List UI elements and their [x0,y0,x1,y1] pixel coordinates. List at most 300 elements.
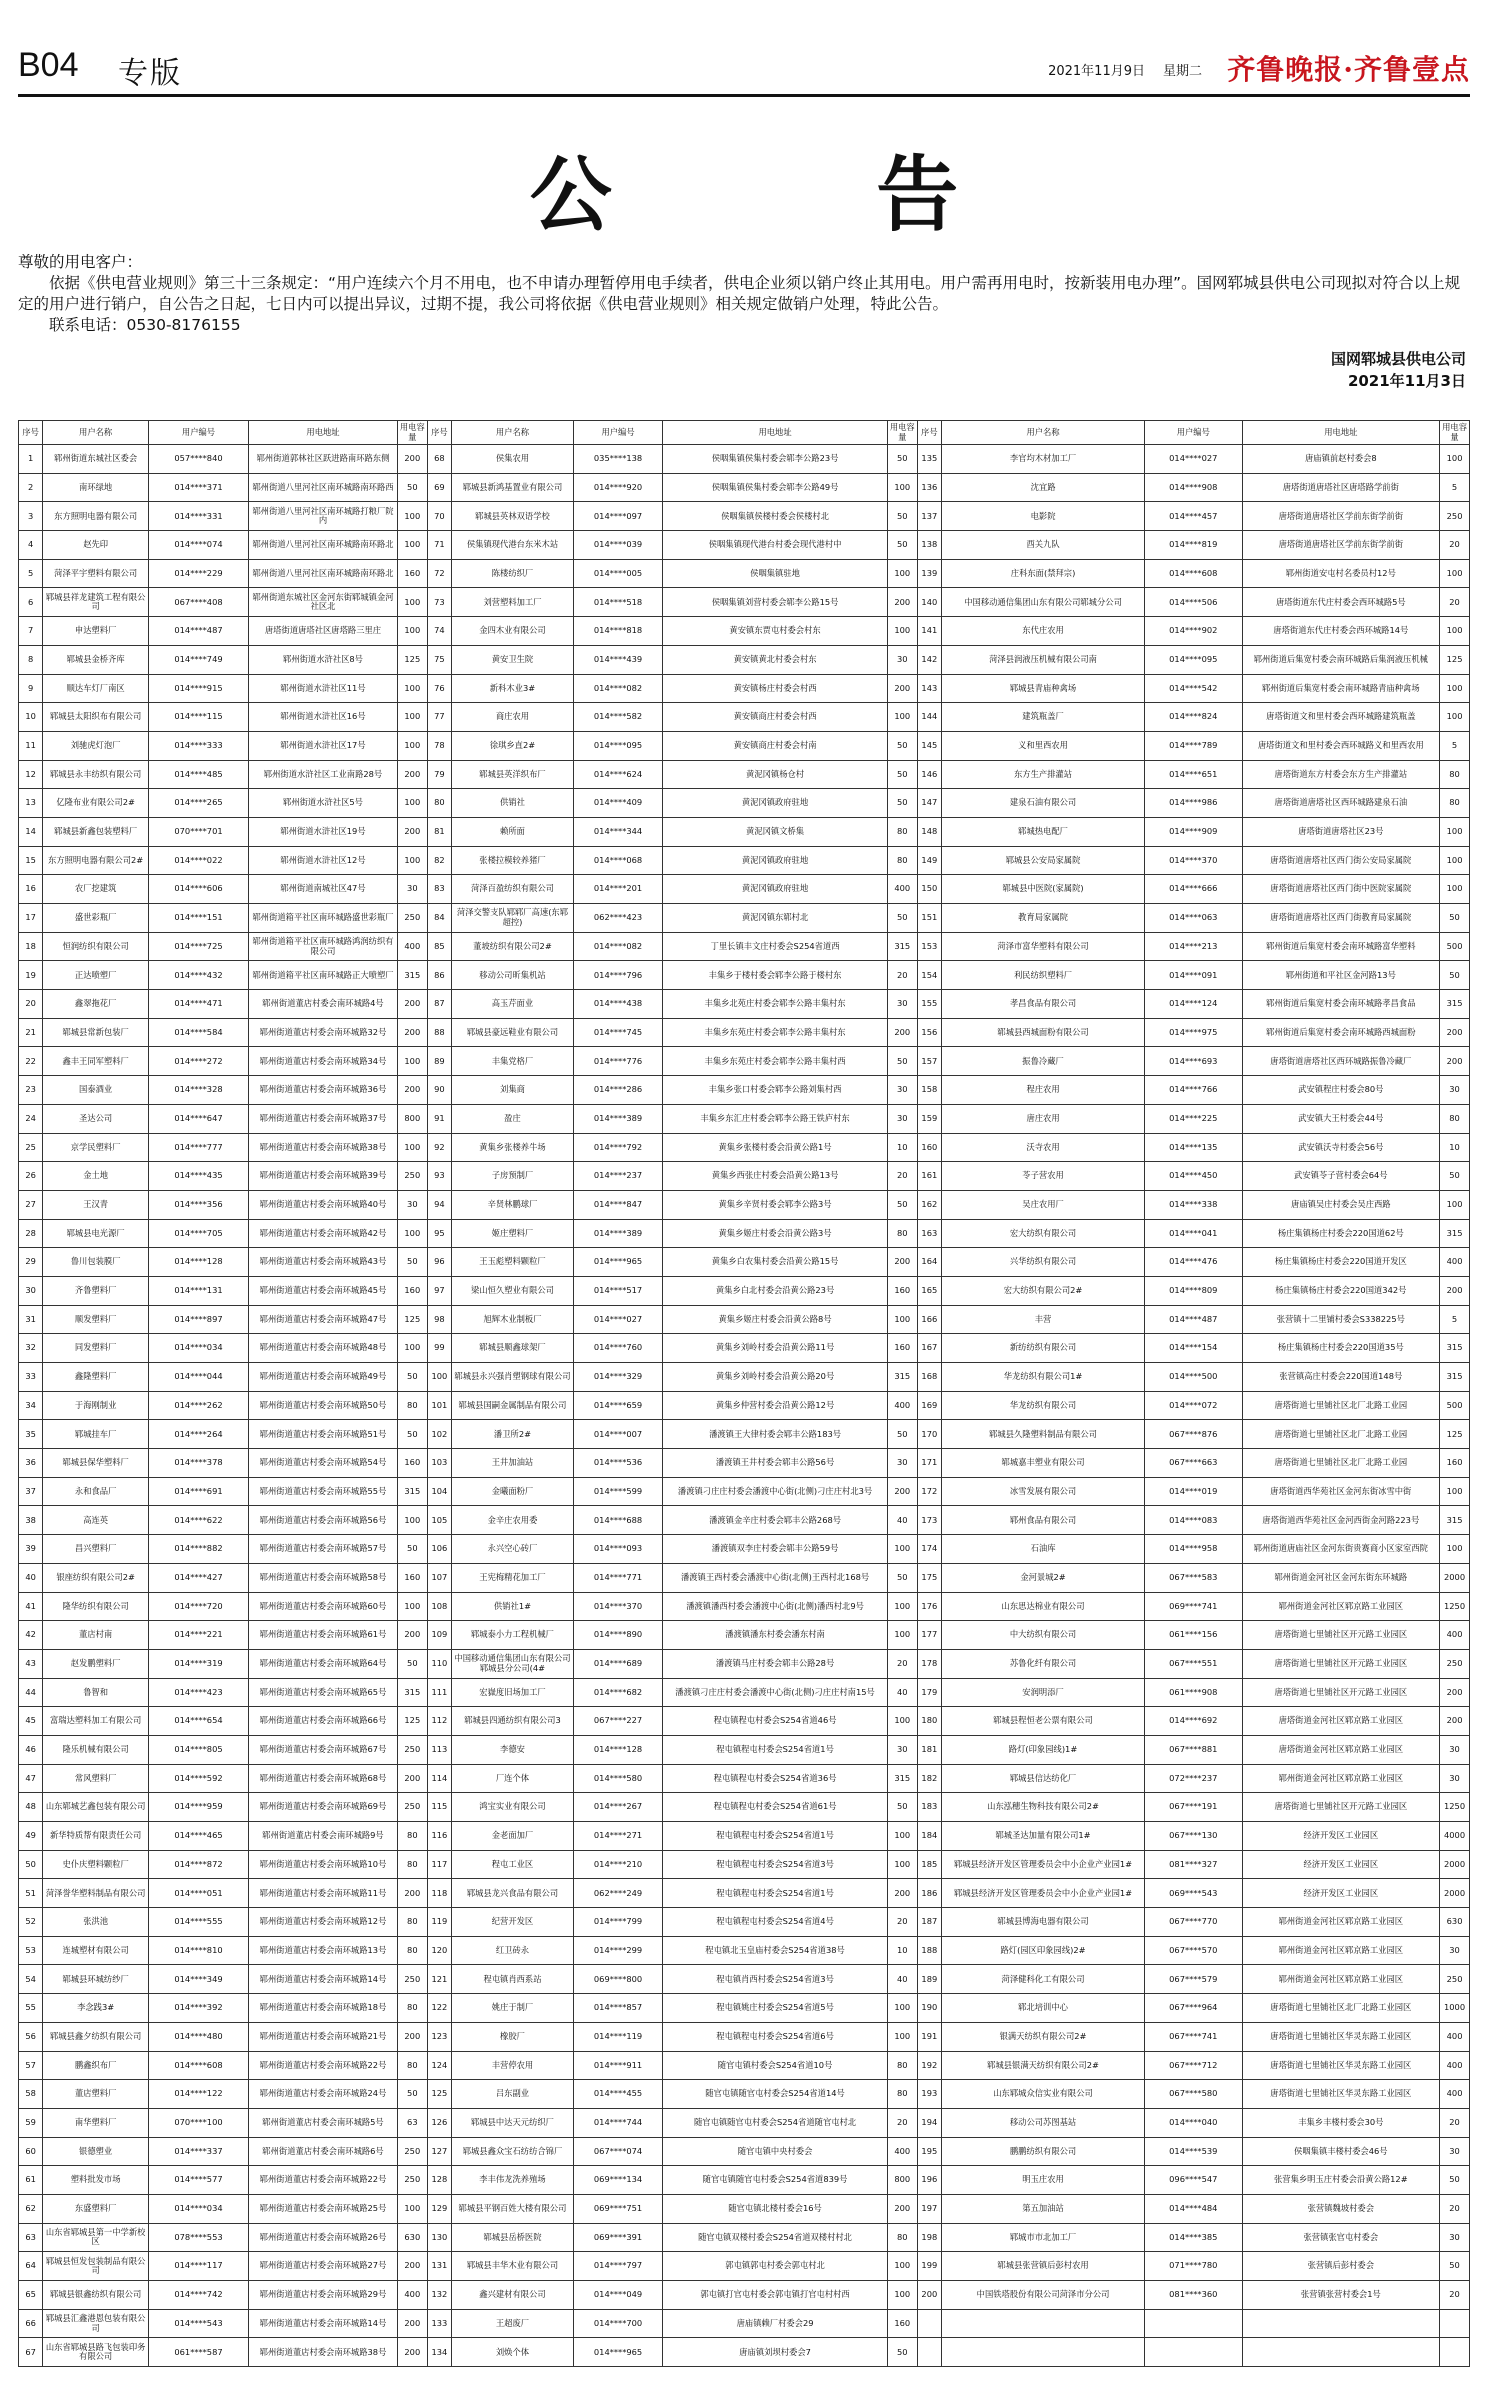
table-cell: 133 [427,2309,451,2338]
table-cell: 94 [427,1190,451,1219]
table-cell: 郓城县银满天纺织有限公司2# [942,2051,1145,2080]
table-cell: 148 [917,817,941,846]
table-cell: 067****579 [1145,1965,1242,1994]
table-cell: 郓州街道董店村委会南环城路10号 [249,1850,398,1879]
table-cell: 潘渡镇刁庄庄村委会潘渡中心街(北侧)刁庄庄村南15号 [663,1678,888,1707]
table-cell: 郓州街道董店村委会南环城路66号 [249,1707,398,1736]
table-cell: 014****019 [1145,1477,1242,1506]
table-cell: 100 [887,617,917,646]
table-cell: 65 [19,2281,43,2310]
table-cell: 250 [397,904,427,933]
table-cell: 郭屯镇打官屯村委会郭屯镇打官屯村村西 [663,2281,888,2310]
table-cell: 经济开发区工业园区 [1242,1879,1440,1908]
table-cell: 200 [887,1018,917,1047]
table-cell: 辛贤林鹏球厂 [452,1190,574,1219]
table-cell: 程屯镇程屯村委会S254省道36号 [663,1764,888,1793]
table-cell: 125 [1440,1420,1470,1449]
table-row [19,1305,1470,1334]
table-cell: 移动公司苏图基站 [942,2108,1145,2137]
table-cell: 100 [887,559,917,588]
table-cell: 唐塔街道唐塔社区23号 [1242,817,1440,846]
table-cell: 158 [917,1076,941,1105]
table-cell: 014****389 [573,1104,662,1133]
table-cell: 郓城县青庙种禽场 [942,674,1145,703]
table-cell: 014****083 [1145,1506,1242,1535]
table-cell: 王宪梅精花加工厂 [452,1563,574,1592]
table-cell: 200 [1440,1276,1470,1305]
table-cell: 59 [19,2108,43,2137]
table-cell: 郓州街道八里河社区南环城路南环路北 [249,531,398,560]
table-cell: 34 [19,1391,43,1420]
table-cell: 郓城县新鑫包装塑料厂 [43,817,149,846]
table-cell: 014****063 [1145,904,1242,933]
table-cell: 国泰酒业 [43,1076,149,1105]
table-cell: 30 [887,1104,917,1133]
table-row [19,2022,1470,2051]
table-cell: 丰集乡于楼村委会郓李公路于楼村东 [663,961,888,990]
table-cell: 500 [1440,1391,1470,1420]
table-cell: 郓州街道郭林社区跃进路南环路东侧 [249,445,398,474]
table-cell: 200 [917,2281,941,2310]
table-cell: 014****027 [573,1305,662,1334]
table-cell: 郓州街道金河社区郓京路工业园区 [1242,1764,1440,1793]
table-cell: 014****027 [1145,445,1242,474]
table-cell: 随官屯镇双楼村委会S254省道双楼村村北 [663,2223,888,2252]
table-cell: 郓州街道董店村委会南环城路68号 [249,1764,398,1793]
table-cell: 东方生产排灌站 [942,760,1145,789]
table-cell: 132 [427,2281,451,2310]
table-cell: 014****577 [148,2166,248,2195]
table-cell: 80 [427,789,451,818]
table-cell: 155 [917,990,941,1019]
table-cell: 014****082 [573,674,662,703]
table-cell: 程庄农用 [942,1076,1145,1105]
table-cell: 供销社 [452,789,574,818]
table-cell: 黄安镇东贾屯村委会村东 [663,617,888,646]
table-cell: 100 [397,789,427,818]
table-cell: 郓州街道后集宽村委会南环城路青庙种禽场 [1242,674,1440,703]
table-cell: 黄泥冈镇东郓村北 [663,904,888,933]
table-cell: 014****229 [148,559,248,588]
table-cell: 鑫丰王同军塑料厂 [43,1047,149,1076]
table-cell: 129 [427,2194,451,2223]
table-cell: 100 [887,1994,917,2023]
table-cell [1145,2309,1242,2338]
table-cell: 郓城县龙兴食品有限公司 [452,1879,574,1908]
table-cell: 162 [917,1190,941,1219]
table-cell: 山东思达棉业有限公司 [942,1592,1145,1621]
table-row [19,1334,1470,1363]
table-cell: 500 [1440,932,1470,961]
table-cell: 014****915 [148,674,248,703]
table-cell: 078****553 [148,2223,248,2252]
table-cell: 30 [1440,1735,1470,1764]
table-cell: 30 [887,1076,917,1105]
table-cell: 45 [19,1707,43,1736]
table-cell: 160 [397,559,427,588]
column-header: 用户编号 [148,421,248,445]
table-cell: 侯咽集镇现代港台村委会现代港村中 [663,531,888,560]
table-cell: 郓州街道和平社区金河路13号 [1242,961,1440,990]
table-cell: 123 [427,2022,451,2051]
table-cell: 070****100 [148,2108,248,2137]
table-cell: 郓州食品有限公司 [942,1506,1145,1535]
table-row [19,502,1470,531]
table-cell: 程屯镇程屯村委会S254省道4号 [663,1908,888,1937]
table-cell: 014****789 [1145,731,1242,760]
table-cell: 68 [427,445,451,474]
table-cell: 南华塑料厂 [43,2108,149,2137]
table-cell: 100 [397,674,427,703]
table-row [19,904,1470,933]
table-cell: 金曦面粉厂 [452,1477,574,1506]
table-cell: 31 [19,1305,43,1334]
table-cell: 梁山恒久塑业有限公司 [452,1276,574,1305]
table-row [19,731,1470,760]
table-cell: 91 [427,1104,451,1133]
table-row [19,1363,1470,1392]
table-cell: 014****958 [1145,1535,1242,1564]
table-cell: 80 [397,1936,427,1965]
table-cell: 张营镇十二里铺村委会S338225号 [1242,1305,1440,1334]
table-cell: 400 [1440,1621,1470,1650]
table-cell: 014****543 [148,2309,248,2338]
table-cell: 张洪池 [43,1908,149,1937]
table-cell: 196 [917,2166,941,2195]
table-cell: 郓州街道箱平社区南环城路盛世彩瓶厂 [249,904,398,933]
table-cell: 杨庄集镇杨庄村委会220国道62号 [1242,1219,1440,1248]
table-cell: 郓州街道金河社区郓京路工业园区 [1242,1965,1440,1994]
table-cell: 73 [427,588,451,617]
table-cell: 50 [397,1248,427,1277]
table-row [19,2281,1470,2310]
table-cell: 1250 [1440,1793,1470,1822]
table-cell: 唐塔街道唐塔社区西门街公安局家属院 [1242,846,1440,875]
table-cell: 侯集农用 [452,445,574,474]
table-cell: 30 [19,1276,43,1305]
signature-org: 国网郓城县供电公司 [1330,350,1466,368]
table-cell: 83 [427,875,451,904]
table-cell: 103 [427,1449,451,1478]
table-cell: 唐庙镇刘坝村委会7 [663,2338,888,2367]
table-cell: 120 [427,1936,451,1965]
table-cell [1440,2309,1470,2338]
table-cell: 014****882 [148,1535,248,1564]
table-cell: 20 [887,1649,917,1678]
table-cell: 顺达车灯厂南区 [43,674,149,703]
table-cell: 郓城市市北加工厂 [942,2223,1145,2252]
signature-date: 2021年11月3日 [1347,372,1466,390]
table-cell: 随官屯镇中央村委会 [663,2137,888,2166]
table-cell: 纪营开发区 [452,1908,574,1937]
table-cell: 014****796 [573,961,662,990]
table-cell: 014****599 [573,1477,662,1506]
table-cell: 67 [19,2338,43,2367]
table-cell: 潘渡镇刁庄庄村委会潘渡中心街(北侧)刁庄庄村北3号 [663,1477,888,1506]
table-cell: 014****584 [148,1018,248,1047]
table-cell: 315 [1440,990,1470,1019]
table-cell: 64 [19,2252,43,2281]
table-cell: 160 [887,1276,917,1305]
table-cell: 80 [887,2051,917,2080]
table-cell: 180 [917,1707,941,1736]
table-cell: 5 [1440,1305,1470,1334]
table-cell: 郓城县博海电器有限公司 [942,1908,1145,1937]
table-cell: 32 [19,1334,43,1363]
table-cell: 014****909 [1145,817,1242,846]
table-cell: 47 [19,1764,43,1793]
table-cell: 014****776 [573,1047,662,1076]
table-cell: 郓州街道金河社区郓京路工业园区 [1242,1592,1440,1621]
table-cell: 菏泽交警支队郓郓厂高速(东郓超控) [452,904,574,933]
table-cell: 黄集乡张楼村委会沿黄公路1号 [663,1133,888,1162]
table-cell: 郓州街道董店村委会南环城路69号 [249,1793,398,1822]
table-cell: 199 [917,2252,941,2281]
table-cell: 厂连个体 [452,1764,574,1793]
table-cell: 53 [19,1936,43,1965]
table-cell: 张营镇张官屯村委会 [1242,2223,1440,2252]
table-cell: 郓州街道董店村委会南环城路57号 [249,1535,398,1564]
table-cell: 014****039 [573,531,662,560]
table-cell: 侯咽集镇侯集村委会郓李公路49号 [663,473,888,502]
table-cell: 100 [887,1592,917,1621]
table-cell: 014****465 [148,1822,248,1851]
column-header: 用户编号 [1145,421,1242,445]
table-cell: 同发塑料厂 [43,1334,149,1363]
table-cell: 苓子营农用 [942,1162,1145,1191]
table-cell: 014****122 [148,2080,248,2109]
table-cell: 161 [917,1162,941,1191]
table-cell: 067****583 [1145,1563,1242,1592]
table-cell: 067****770 [1145,1908,1242,1937]
table-cell: 69 [427,473,451,502]
table-cell: 014****005 [573,559,662,588]
table-cell: 88 [427,1018,451,1047]
column-header: 序号 [917,421,941,445]
table-cell: 50 [1440,904,1470,933]
table-cell: 315 [1440,1334,1470,1363]
table-cell: 东代庄农用 [942,617,1145,646]
table-cell: 76 [427,674,451,703]
table-cell: 唐塔街道文和里村委会西环城路建筑瓶盖 [1242,703,1440,732]
table-cell: 郓城县保华塑料厂 [43,1449,149,1478]
table-cell: 80 [887,817,917,846]
table-cell: 菏泽市富华塑料有限公司 [942,932,1145,961]
table-cell: 100 [397,1133,427,1162]
table-cell: 014****647 [148,1104,248,1133]
table-cell: 79 [427,760,451,789]
table-cell: 143 [917,674,941,703]
table-cell: 郓城县新鸿基置业有限公司 [452,473,574,502]
table-cell: 58 [19,2080,43,2109]
table-cell: 014****128 [573,1735,662,1764]
table-cell: 014****439 [573,645,662,674]
table-cell: 徐琪乡直2# [452,731,574,760]
table-cell: 014****338 [1145,1190,1242,1219]
table-cell: 李念践3# [43,1994,149,2023]
table-cell: 95 [427,1219,451,1248]
table-cell: 106 [427,1535,451,1564]
table-cell: 农厂挖建筑 [43,875,149,904]
table-row [19,559,1470,588]
table-cell: 庄科东面(禁拜宗) [942,559,1145,588]
table-cell: 014****319 [148,1649,248,1678]
table-cell: 郓州街道董店村委会南环城路12号 [249,1908,398,1937]
table-cell: 8 [19,645,43,674]
table-cell: 程屯镇肖西村委会S254省道3号 [663,1965,888,1994]
table-cell: 侯集镇现代港台东米木站 [452,531,574,560]
table-cell: 郓州街道董店村委会南环城路36号 [249,1076,398,1105]
table-cell: 014****720 [148,1592,248,1621]
table-cell: 张营镇张营村委会1号 [1242,2281,1440,2310]
table-cell: 170 [917,1420,941,1449]
column-header: 用电容量 [397,421,427,445]
table-cell: 33 [19,1363,43,1392]
table-cell: 014****117 [148,2252,248,2281]
table-cell: 112 [427,1707,451,1736]
table-cell: 200 [397,990,427,1019]
table-cell: 齐鲁塑料厂 [43,1276,149,1305]
table-cell: 116 [427,1822,451,1851]
table-cell: 4 [19,531,43,560]
table-cell: 014****040 [1145,2108,1242,2137]
table-row [19,1047,1470,1076]
table-cell: 郓城县金桥齐库 [43,645,149,674]
table-cell: 40 [19,1563,43,1592]
table-cell: 166 [917,1305,941,1334]
table-cell: 014****265 [148,789,248,818]
table-cell: 014****135 [1145,1133,1242,1162]
table-cell: 014****965 [573,2338,662,2367]
table-cell: 50 [397,1649,427,1678]
table-cell: 随官屯镇村委会S254省道10号 [663,2051,888,2080]
table-cell: 黄安镇黄北村委会村东 [663,645,888,674]
table-cell: 唐塔街道七里铺社区北厂北路工业园 [1242,1391,1440,1420]
table-cell: 郓城县英洋织布厂 [452,760,574,789]
table-cell: 014****337 [148,2137,248,2166]
table-cell: 郓州街道东城社区委会 [43,445,149,474]
table-cell: 20 [1440,2108,1470,2137]
table-cell: 恒润纺织有限公司 [43,932,149,961]
table-cell: 100 [397,1219,427,1248]
table-row [19,1678,1470,1707]
table-cell: 014****344 [573,817,662,846]
table-cell: 100 [887,1822,917,1851]
table-cell: 孝昌食品有限公司 [942,990,1145,1019]
table-header-row [19,421,1470,445]
table-cell: 4000 [1440,1822,1470,1851]
table-cell: 鲁川包装膜厂 [43,1248,149,1277]
table-cell: 黄集乡刘岭村委会沿黄公路11号 [663,1334,888,1363]
table-cell: 郓城热电配厂 [942,817,1145,846]
table-cell: 50 [887,2338,917,2367]
table-row [19,875,1470,904]
table-cell: 潘渡镇王井村委会郓丰公路56号 [663,1449,888,1478]
table-cell: 武安镇大王村委会44号 [1242,1104,1440,1133]
table-cell: 郓城县常新包装厂 [43,1018,149,1047]
table-cell: 014****742 [148,2281,248,2310]
table-cell: 郓州街道八里河社区南环城路南环路西 [249,473,398,502]
table-cell: 315 [887,1363,917,1392]
table-cell: 郓州街道董店村委会南环城路26号 [249,2223,398,2252]
table-cell: 400 [1440,2080,1470,2109]
table-cell: 宏嶽度旧场加工厂 [452,1678,574,1707]
table-row [19,703,1470,732]
table-cell: 郓州街道董店村委会南环城路14号 [249,1965,398,1994]
table-row [19,1162,1470,1191]
table-cell: 014****818 [573,617,662,646]
table-cell: 100 [397,703,427,732]
table-cell: 014****606 [148,875,248,904]
table-cell: 潘渡镇潘东村委会潘东村南 [663,1621,888,1650]
table-cell: 40 [887,1506,917,1535]
table-cell: 51 [19,1879,43,1908]
table-cell: 刘营塑料加工厂 [452,588,574,617]
table-cell: 盈庄 [452,1104,574,1133]
table-row [19,1994,1470,2023]
table-cell: 80 [397,1391,427,1420]
table-cell: 唐塔街道唐塔社区唐塔路三里庄 [249,617,398,646]
table-cell: 168 [917,1363,941,1392]
table-cell: 50 [887,1047,917,1076]
table-cell: 014****847 [573,1190,662,1219]
table-cell: 宏大纺织有限公司2# [942,1276,1145,1305]
table-cell: 014****438 [573,990,662,1019]
table-cell: 163 [917,1219,941,1248]
table-cell: 20 [1440,588,1470,617]
table-cell: 郓州街道董店村委会南环城路38号 [249,1133,398,1162]
table-cell: 50 [887,1563,917,1592]
table-cell: 134 [427,2338,451,2367]
table-cell: 89 [427,1047,451,1076]
table-cell: 郓州街道董店村委会南环城路29号 [249,2281,398,2310]
table-cell: 金四木业有限公司 [452,617,574,646]
table-cell: 160 [887,1334,917,1363]
table-cell: 105 [427,1506,451,1535]
table-cell: 郓城县中达天元纺织厂 [452,2108,574,2137]
table-cell: 杨庄集镇杨庄村委会220国道开发区 [1242,1248,1440,1277]
table-cell: 赵先印 [43,531,149,560]
table-cell: 吴庄农用厂 [942,1190,1145,1219]
table-cell: 014****427 [148,1563,248,1592]
table-cell: 郓城县中医院(家属院) [942,875,1145,904]
table-cell: 50 [1440,1162,1470,1191]
table-cell: 隆华纺织有限公司 [43,1592,149,1621]
table-cell: 97 [427,1276,451,1305]
table-cell: 丁里长镇丰文庄村委会S254省道西 [663,932,888,961]
table-cell: 014****797 [573,2252,662,2281]
table-cell: 56 [19,2022,43,2051]
table-cell: 菏泽平宇塑料有限公司 [43,559,149,588]
table-cell: 随官屯镇随官屯村委会S254省道14号 [663,2080,888,2109]
table-cell: 014****608 [148,2051,248,2080]
table-cell: 随官屯镇随官屯村委会S254省道随官屯村北 [663,2108,888,2137]
table-cell: 014****331 [148,502,248,531]
table-cell: 98 [427,1305,451,1334]
table-cell: 069****391 [573,2223,662,2252]
table-cell: 400 [1440,2051,1470,2080]
table-cell: 014****476 [1145,1248,1242,1277]
table-cell: 振鲁冷藏厂 [942,1047,1145,1076]
table-cell: 125 [427,2080,451,2109]
table-cell: 100 [397,1592,427,1621]
table-cell: 200 [887,1248,917,1277]
table-cell: 侯咽集镇丰楼村委会46号 [1242,2137,1440,2166]
table-cell: 315 [397,961,427,990]
table-cell: 张楼拉模较养猪厂 [452,846,574,875]
table-cell: 014****385 [1145,2223,1242,2252]
table-cell: 014****622 [148,1506,248,1535]
